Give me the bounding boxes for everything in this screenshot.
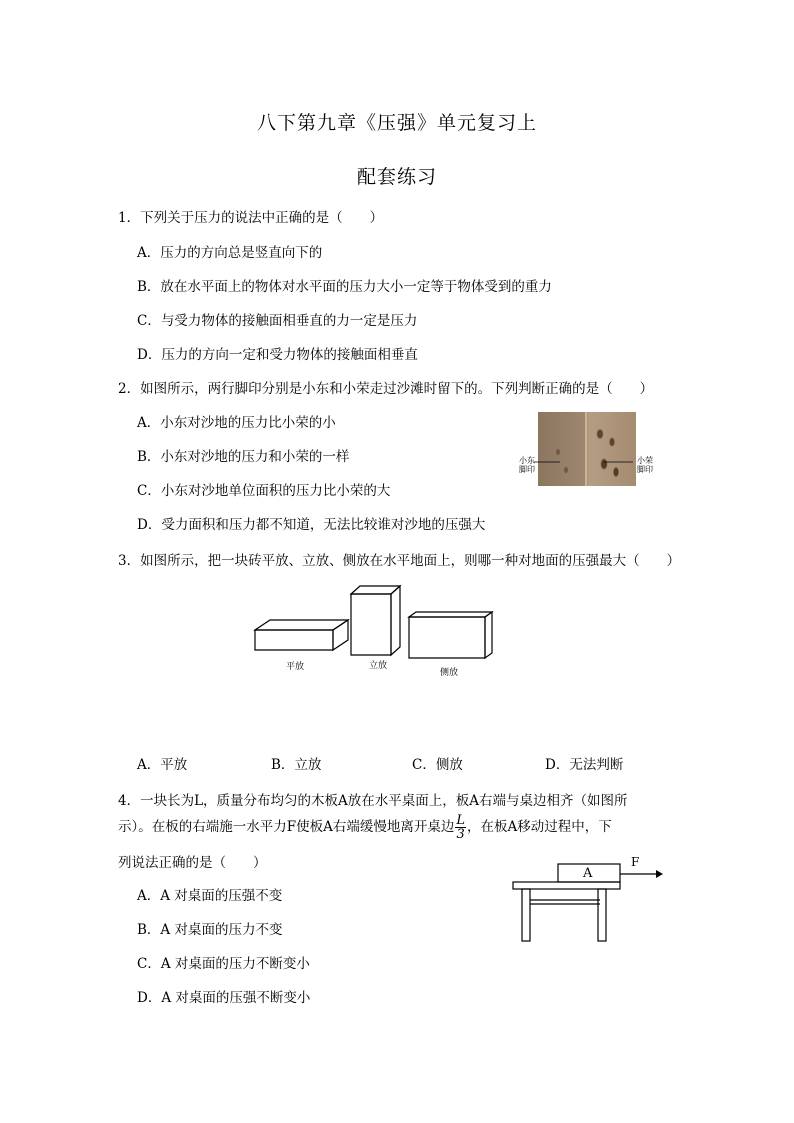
question-2-option-c[interactable]: C．小东对沙地单位面积的压力比小荣的大 bbox=[137, 483, 391, 499]
question-1-stem: 1．下列关于压力的说法中正确的是（ ） bbox=[118, 210, 384, 226]
question-4-stem-line3: 列说法正确的是（ ） bbox=[118, 855, 267, 871]
xiaorong-label-line2: 脚印 bbox=[637, 465, 653, 474]
block-label: A bbox=[583, 866, 593, 881]
table-top bbox=[513, 882, 620, 889]
page-subtitle: 配套练习 bbox=[356, 166, 437, 188]
side-label: 侧放 bbox=[440, 668, 459, 678]
question-1-option-d[interactable]: D．压力的方向一定和受力物体的接触面相垂直 bbox=[137, 347, 418, 363]
question-1-option-b[interactable]: B．放在水平面上的物体对水平面的压力大小一定等于物体受到的重力 bbox=[137, 279, 552, 295]
question-4-stem-line1: 4．一块长为L，质量分布均匀的木板A放在水平桌面上，板A右端与桌边相齐（如图所 bbox=[118, 793, 628, 809]
xiaorong-label-line1: 小荣 bbox=[637, 456, 653, 465]
xiaorong-label bbox=[637, 456, 653, 474]
force-label: F bbox=[631, 855, 640, 869]
question-3-option-c[interactable]: C．侧放 bbox=[412, 757, 463, 773]
question-3-stem: 3．如图所示，把一块砖平放、立放、侧放在水平地面上，则哪一种对地面的压强最大（ ） bbox=[118, 553, 681, 569]
question-4-option-b[interactable]: B．A 对桌面的压力不变 bbox=[137, 922, 283, 938]
question-3-option-a[interactable]: A．平放 bbox=[137, 757, 188, 773]
question-4-stem-line2-pre: 示）。在板的右端施一水平力F使板A右端缓慢地离开桌边 bbox=[118, 819, 455, 835]
question-4-option-c[interactable]: C．A 对桌面的压力不断变小 bbox=[137, 956, 310, 972]
brick-standing bbox=[351, 586, 400, 655]
question-3-option-d[interactable]: D．无法判断 bbox=[545, 757, 624, 773]
fraction-denominator: 3 bbox=[456, 827, 465, 842]
question-2-option-d[interactable]: D．受力面积和压力都不知道，无法比较谁对沙地的压强大 bbox=[137, 517, 486, 533]
question-2-stem: 2．如图所示，两行脚印分别是小东和小荣走过沙滩时留下的。下列判断正确的是（ ） bbox=[118, 381, 654, 397]
footprint-label-lines bbox=[516, 452, 646, 478]
question-3-option-b[interactable]: B．立放 bbox=[271, 757, 322, 773]
fraction-l-over-3 bbox=[455, 814, 466, 841]
question-4-stem-line2-post: ，在板A移动过程中，下 bbox=[467, 819, 612, 835]
fraction-numerator: L bbox=[456, 813, 466, 828]
table-leg-right bbox=[598, 889, 606, 941]
xiaodong-label-line2: 脚印 bbox=[519, 465, 535, 474]
question-1-option-c[interactable]: C．与受力物体的接触面相垂直的力一定是压力 bbox=[137, 313, 418, 329]
question-2-option-a[interactable]: A．小东对沙地的压力比小荣的小 bbox=[137, 415, 336, 431]
brick-side bbox=[409, 612, 492, 658]
table-leg-left bbox=[522, 889, 530, 941]
xiaodong-label-line1: 小东 bbox=[519, 456, 535, 465]
force-arrow-head bbox=[656, 870, 663, 878]
question-4-option-a[interactable]: A．A 对桌面的压强不变 bbox=[137, 888, 283, 904]
brick-figure bbox=[250, 580, 500, 660]
question-1-option-a[interactable]: A．压力的方向总是竖直向下的 bbox=[137, 245, 323, 261]
question-2-option-b[interactable]: B．小东对沙地的压力和小荣的一样 bbox=[137, 449, 350, 465]
flat-label: 平放 bbox=[286, 662, 305, 672]
question-4-stem-line2 bbox=[118, 812, 612, 842]
brick-flat bbox=[255, 620, 348, 650]
page-title: 八下第九章《压强》单元复习上 bbox=[256, 112, 537, 134]
xiaodong-label bbox=[519, 456, 535, 474]
standing-label: 立放 bbox=[369, 661, 388, 671]
question-4-option-d[interactable]: D．A 对桌面的压强不断变小 bbox=[137, 990, 311, 1006]
